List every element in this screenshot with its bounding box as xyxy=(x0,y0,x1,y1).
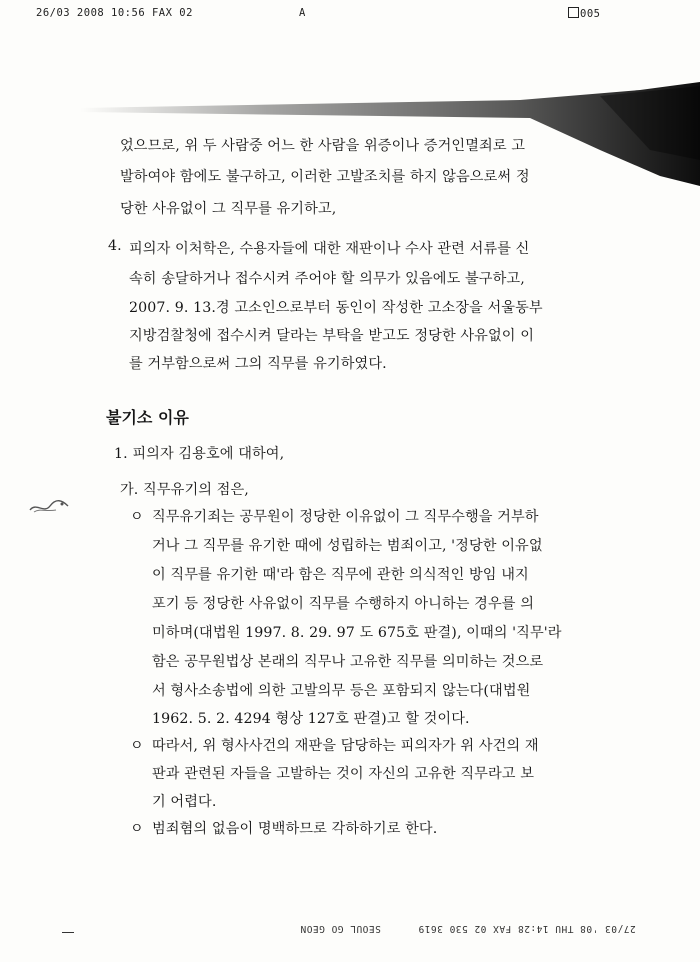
fax-footer-sender: SEOUL GO GEON xyxy=(300,923,381,934)
item4-line: 지방검찰청에 접수시켜 달라는 부탁을 받고도 정당한 사유없이 이 xyxy=(129,328,535,344)
item4-line: 피의자 이처학은, 수용자들에 대한 재판이나 수사 관련 서류를 신 xyxy=(129,241,530,257)
fax-page-number: 005 xyxy=(580,8,601,20)
item4-line: 속히 송달하거나 접수시켜 주어야 할 의무가 있음에도 불구하고, xyxy=(129,271,525,287)
footer-dash xyxy=(62,932,74,933)
item4-line: 를 거부함으로써 그의 직무를 유기하였다. xyxy=(129,356,387,372)
bullet-marker: ㅇ xyxy=(130,738,144,754)
section-title: 불기소 이유 xyxy=(106,408,189,427)
fax-footer-timestamp: 27/03 '08 THU 14:28 FAX 02 530 3619 xyxy=(418,923,636,934)
bullet2-line: 판과 관련된 자들을 고발하는 것이 자신의 고유한 직무라고 보 xyxy=(152,766,535,782)
item4-line: 2007. 9. 13.경 고소인으로부터 동인이 작성한 고소장을 서울동부 xyxy=(129,300,543,316)
continuation-line: 었으므로, 위 두 사람중 어느 한 사람을 위증이나 증거인멸죄로 고 xyxy=(120,138,526,154)
bullet1-line: 함은 공무원법상 본래의 직무나 고유한 직무를 의미하는 것으로 xyxy=(152,654,544,670)
bullet1-line: 직무유기죄는 공무원이 정당한 이유없이 그 직무수행을 거부하 xyxy=(152,509,539,525)
continuation-line: 당한 사유없이 그 직무를 유기하고, xyxy=(120,201,337,217)
bullet1-line: 이 직무를 유기한 때'라 함은 직무에 관한 의식적인 방임 내지 xyxy=(152,567,529,583)
subsection-heading: 가. 직무유기의 점은, xyxy=(120,482,249,498)
item-number: 4. xyxy=(108,238,122,254)
bullet2-line: 따라서, 위 형사사건의 재판을 담당하는 피의자가 위 사건의 재 xyxy=(152,738,539,754)
bullet1-line: 거나 그 직무를 유기한 때에 성립하는 범죄이고, '정당한 이유없 xyxy=(152,538,543,554)
fax-header-timestamp: 26/03 2008 10:56 FAX 02 xyxy=(36,7,193,19)
margin-scribble xyxy=(26,492,74,518)
bullet-marker: ㅇ xyxy=(130,509,144,525)
bullet1-line: 서 형사소송법에 의한 고발의무 등은 포함되지 않는다(대법원 xyxy=(152,683,531,699)
bullet2-line: 기 어렵다. xyxy=(152,794,217,810)
bullet1-line: 1962. 5. 2. 4294 형상 127호 판결)고 할 것이다. xyxy=(152,711,470,727)
subsection-heading: 1. 피의자 김용호에 대하여, xyxy=(114,446,285,462)
bullet1-line: 포기 등 정당한 사유없이 직무를 수행하지 아니하는 경우를 의 xyxy=(152,596,535,612)
bullet1-line: 미하며(대법원 1997. 8. 29. 97 도 675호 판결), 이때의 '직무'라 xyxy=(152,625,562,641)
bullet3-line: 범죄혐의 없음이 명백하므로 각하하기로 한다. xyxy=(152,821,438,837)
fax-header-mark: A xyxy=(299,7,306,19)
bullet-marker: ㅇ xyxy=(130,821,144,837)
continuation-line: 발하여야 함에도 불구하고, 이러한 고발조치를 하지 않음으로써 정 xyxy=(120,169,530,185)
